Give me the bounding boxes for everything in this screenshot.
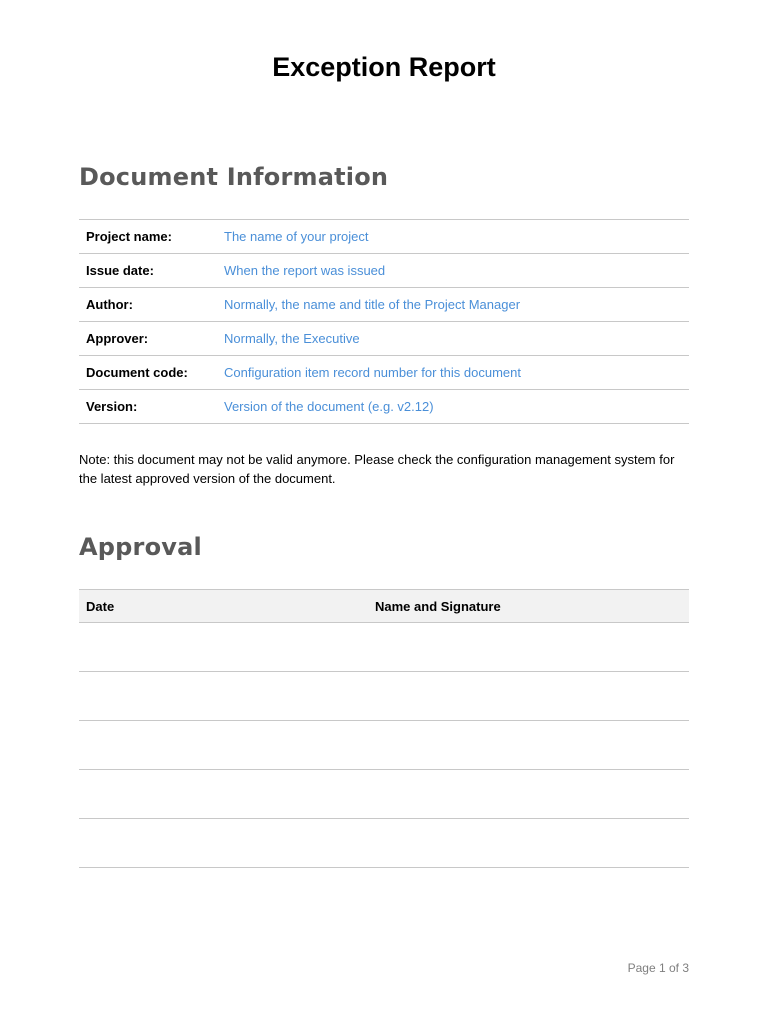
approval-date-cell[interactable] <box>79 672 368 721</box>
table-row <box>79 322 689 356</box>
field-value-document-code[interactable]: Configuration item record number for this document <box>217 356 689 390</box>
table-header-row <box>79 590 689 623</box>
approval-date-cell[interactable] <box>79 819 368 868</box>
field-label-project-name: Project name: <box>79 220 217 254</box>
table-row <box>79 623 689 672</box>
field-label-version: Version: <box>79 390 217 424</box>
table-row <box>79 770 689 819</box>
document-information-table <box>79 219 689 424</box>
field-value-version[interactable]: Version of the document (e.g. v2.12) <box>217 390 689 424</box>
table-row <box>79 721 689 770</box>
approval-signature-cell[interactable] <box>368 819 689 868</box>
section-heading-approval: Approval <box>79 533 202 561</box>
approval-date-cell[interactable] <box>79 721 368 770</box>
table-row <box>79 254 689 288</box>
validity-note: Note: this document may not be valid anymore. Please check the configuration management system for the latest approved version of the document. <box>79 452 675 486</box>
table-row <box>79 220 689 254</box>
approval-signature-cell[interactable] <box>368 721 689 770</box>
table-row <box>79 356 689 390</box>
column-header-name-and-signature: Name and Signature <box>368 590 689 623</box>
approval-signature-cell[interactable] <box>368 623 689 672</box>
column-header-date: Date <box>79 590 368 623</box>
section-heading-document-information: Document Information <box>79 163 389 191</box>
field-value-issue-date[interactable]: When the report was issued <box>217 254 689 288</box>
field-label-document-code: Document code: <box>79 356 217 390</box>
approval-table <box>79 589 689 868</box>
field-value-project-name[interactable]: The name of your project <box>217 220 689 254</box>
approval-date-cell[interactable] <box>79 623 368 672</box>
field-label-author: Author: <box>79 288 217 322</box>
field-value-author[interactable]: Normally, the name and title of the Project Manager <box>217 288 689 322</box>
table-row <box>79 390 689 424</box>
table-row <box>79 288 689 322</box>
field-label-issue-date: Issue date: <box>79 254 217 288</box>
page-number: Page 1 of 3 <box>627 961 689 975</box>
table-row <box>79 672 689 721</box>
approval-signature-cell[interactable] <box>368 770 689 819</box>
approval-signature-cell[interactable] <box>368 672 689 721</box>
field-value-approver[interactable]: Normally, the Executive <box>217 322 689 356</box>
field-label-approver: Approver: <box>79 322 217 356</box>
approval-date-cell[interactable] <box>79 770 368 819</box>
document-page <box>79 0 689 1024</box>
document-title: Exception Report <box>272 52 496 82</box>
table-row <box>79 819 689 868</box>
